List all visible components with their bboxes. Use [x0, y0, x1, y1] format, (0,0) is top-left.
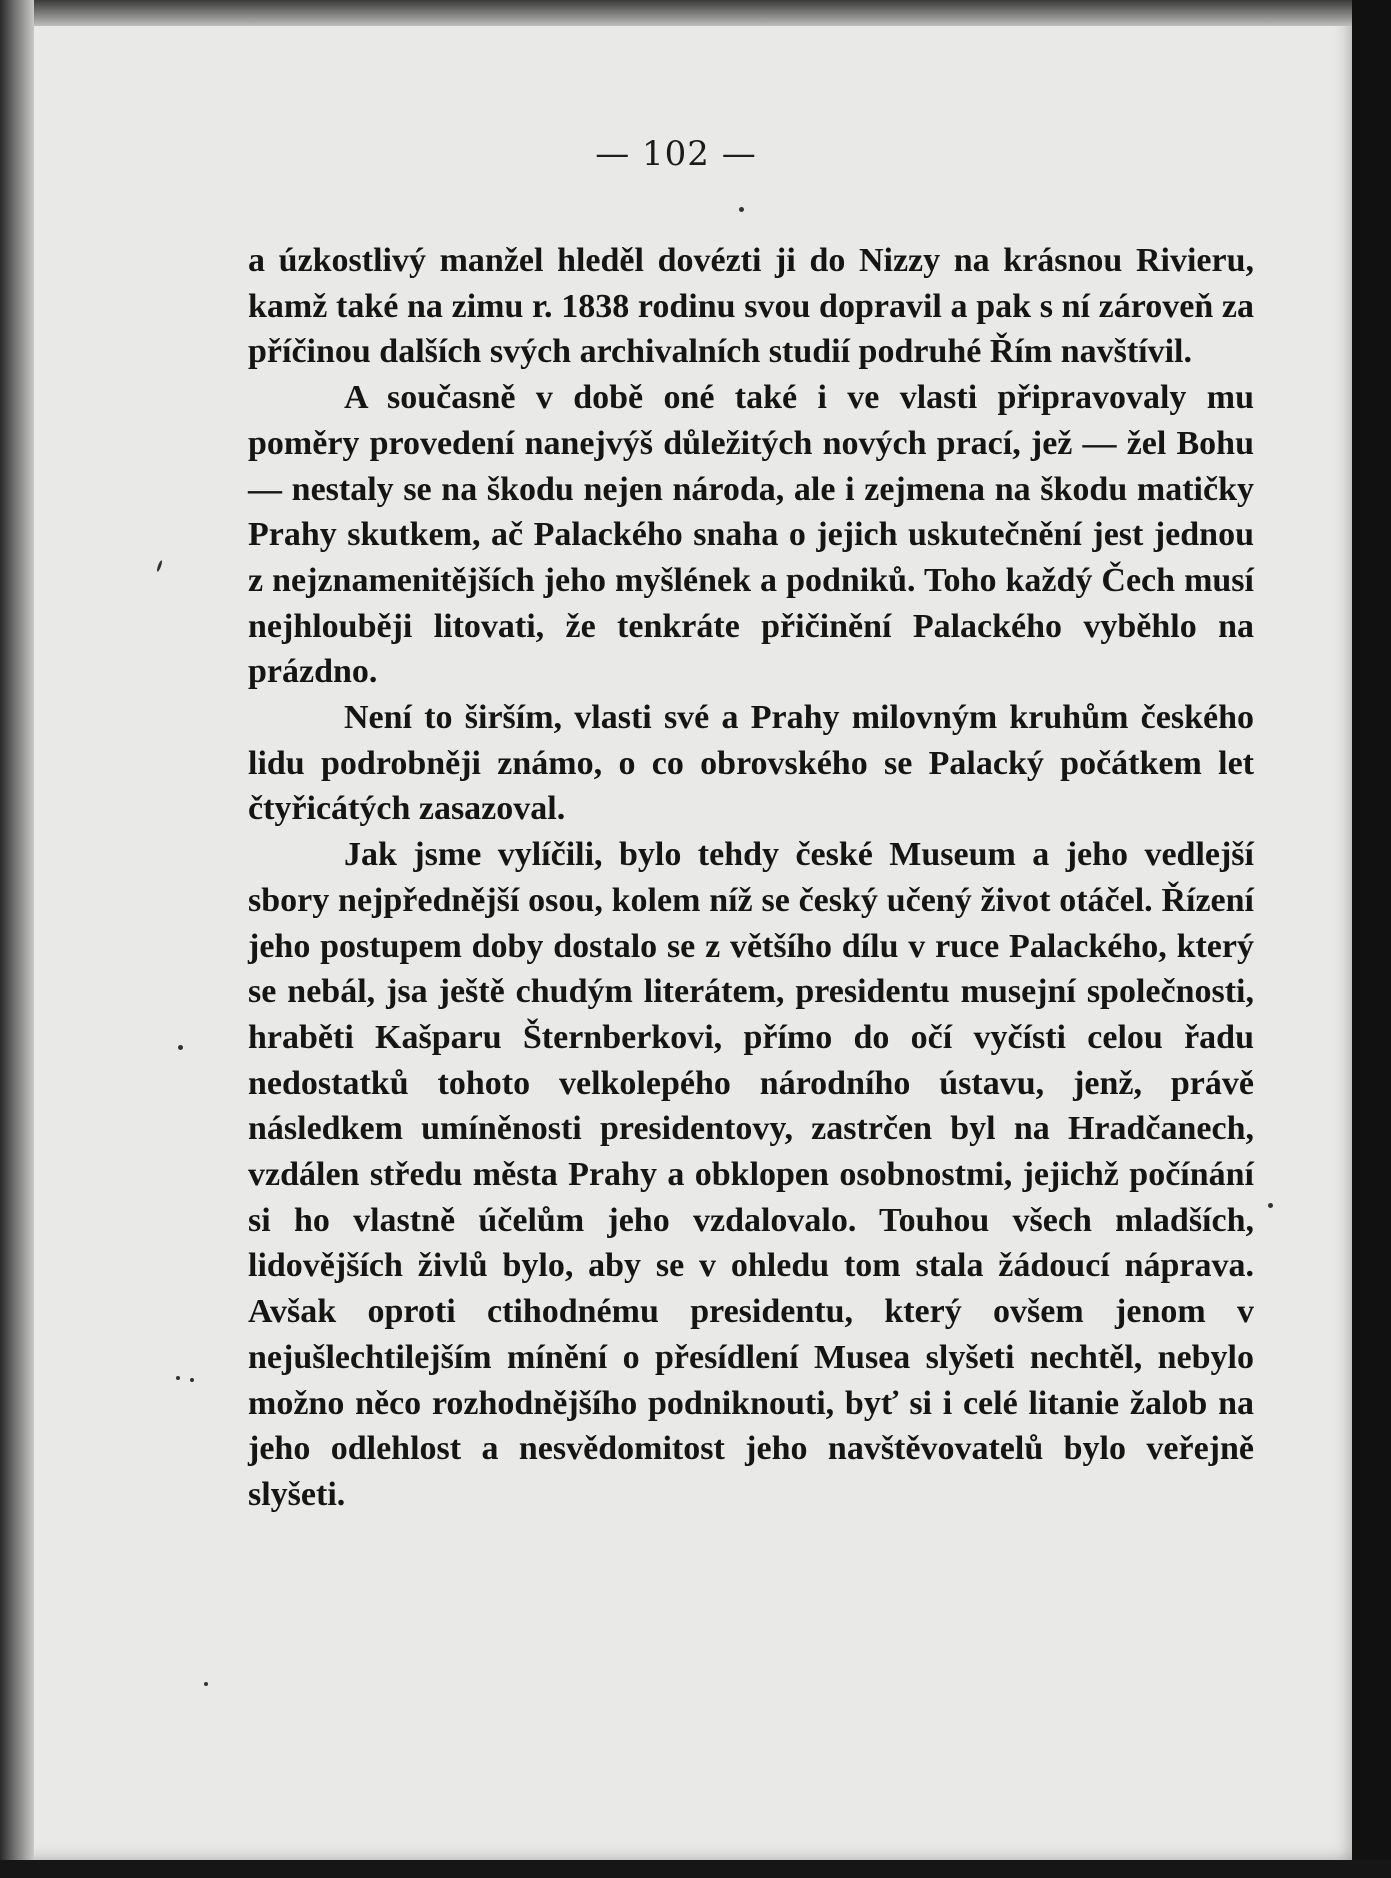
print-speck [204, 1682, 208, 1686]
paragraph-1: a úzkostlivý manžel hleděl dovézti ji do Nizzy na krásnou Rivieru, kamž také na zimu r. 1838 rodinu svou dopravil a pak s ní zároveň za příčinou dalších svých archivalních studií podruhé Řím navštívil. [248, 242, 1254, 371]
page-number: — 102 — [595, 134, 757, 174]
paragraph-3: Není to širším, vlasti své a Prahy milovným kruhům českého lidu podrobněji známo, o co obrovského se Palacký počátkem let čtyřicátých zasazoval. [248, 699, 1254, 828]
page-top-edge-shadow [0, 0, 1352, 26]
print-speck [739, 207, 744, 212]
print-speck [178, 1045, 183, 1050]
page-left-edge-shadow [0, 0, 34, 1878]
scan-right-border [1352, 0, 1391, 1878]
print-speck [176, 1376, 180, 1380]
print-speck [156, 560, 163, 572]
print-speck [190, 1378, 194, 1382]
paragraph-2: A současně v době oné také i ve vlasti připravovaly mu poměry provedení nanejvýš důležitých nových prací, jež — žel Bohu — nestaly se na škodu nejen národa, ale i zejmena na škodu matičky Prahy skutkem, ač Palackého snaha o jejich uskutečnění jest jednou z nejznamenitějších jeho myšlének a podniků. Toho každý Čech musí nejhlouběji litovati, že tenkráte přičinění Palackého vyběhlo na prázdno. [248, 379, 1254, 691]
body-text [248, 238, 1254, 1518]
print-speck [1268, 1203, 1273, 1208]
paragraph-4: Jak jsme vylíčili, bylo tehdy české Museum a jeho vedlejší sbory nejpřednější osou, kolem níž se český učený život otáčel. Řízení jeho postupem doby dostalo se z většího dílu v ruce Palackého, který se nebál, jsa ještě chudým literátem, presidentu musejní společnosti, hraběti Kašparu Šternberkovi, přímo do očí vyčísti celou řadu nedostatků tohoto velkolepého národního ústavu, jenž, právě následkem umíněnosti presidentovy, zastrčen byl na Hradčanech, vzdálen středu města Prahy a obklopen osobnostmi, jejichž počínání si ho vlastně účelům jeho vzdalovalo. Touhou všech mladších, lidovějších živlů bylo, aby se v ohledu tom stala žádoucí náprava. Avšak oproti ctihodnému presidentu, který ovšem jenom v nejušlechtilejším mínění o přesídlení Musea slyšeti nechtěl, nebylo možno něco rozhodnějšího podniknouti, byť si i celé litanie žalob na jeho odlehlost a nesvědomitost jeho navštěvovatelů bylo veřejně slyšeti. [248, 836, 1254, 1513]
scan-bottom-border [0, 1860, 1391, 1878]
